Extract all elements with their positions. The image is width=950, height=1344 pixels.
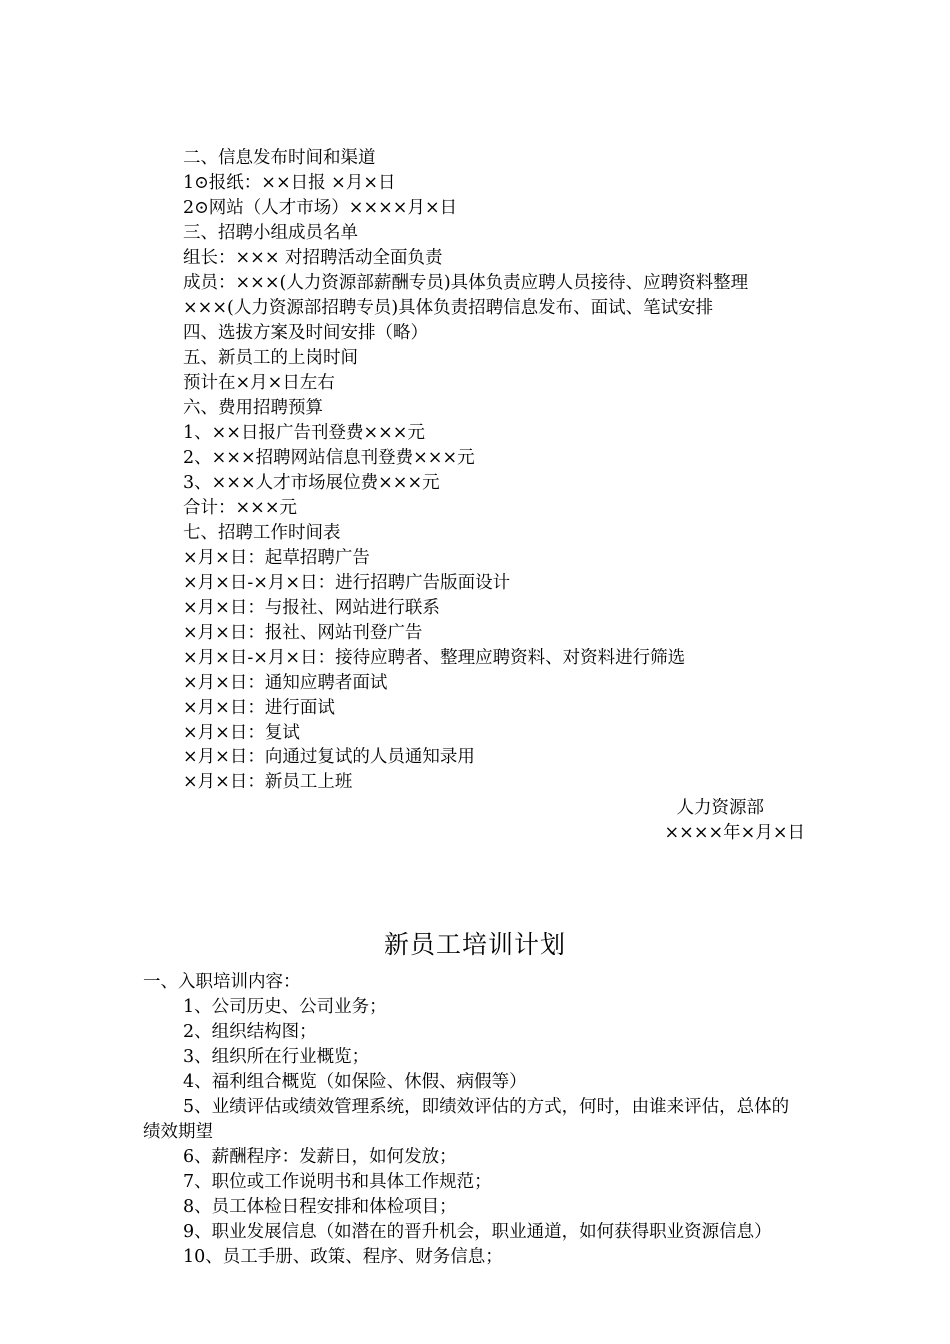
text-line: 成员：×××(人力资源部薪酬专员)具体负责应聘人员接待、应聘资料整理 [183, 273, 749, 293]
text-line: 2、×××招聘网站信息刊登费×××元 [183, 448, 475, 468]
list-item: 8、员工体检日程安排和体检项目； [183, 1197, 457, 1217]
signature-date: ××××年×月×日 [664, 823, 805, 843]
text-line: 七、招聘工作时间表 [183, 523, 341, 543]
list-item: 6、薪酬程序：发薪日，如何发放； [183, 1147, 457, 1167]
list-item: 9、职业发展信息（如潜在的晋升机会，职业通道，如何获得职业资源信息） [183, 1222, 772, 1242]
text-line: 合计：×××元 [183, 498, 297, 518]
text-line: 2⊙网站（人才市场）××××月×日 [183, 198, 458, 218]
text-line: ×月×日：新员工上班 [183, 772, 353, 792]
text-line: ×月×日：报社、网站刊登广告 [183, 623, 423, 643]
text-line: ×××(人力资源部招聘专员)具体负责招聘信息发布、面试、笔试安排 [183, 298, 714, 318]
text-line: 预计在×月×日左右 [183, 373, 335, 393]
text-line: 组长：××× 对招聘活动全面负责 [183, 248, 443, 268]
text-line: 3、×××人才市场展位费×××元 [183, 473, 440, 493]
text-line: 1⊙报纸：××日报 ×月×日 [183, 173, 396, 193]
list-item: 5、业绩评估或绩效管理系统，即绩效评估的方式，何时，由谁来评估，总体的 [183, 1097, 790, 1117]
list-item: 10、员工手册、政策、程序、财务信息； [183, 1247, 503, 1267]
text-line: 二、信息发布时间和渠道 [183, 148, 376, 168]
text-line: ×月×日：通知应聘者面试 [183, 673, 388, 693]
page-title: 新员工培训计划 [383, 930, 566, 959]
text-line: ×月×日：起草招聘广告 [183, 548, 370, 568]
list-item: 4、福利组合概览（如保险、休假、病假等） [183, 1072, 527, 1092]
text-line: 1、××日报广告刊登费×××元 [183, 423, 425, 443]
text-line: ×月×日：复试 [183, 723, 300, 743]
list-item: 3、组织所在行业概览； [183, 1047, 370, 1067]
text-line: 六、费用招聘预算 [183, 398, 323, 418]
text-line: ×月×日：向通过复试的人员通知录用 [183, 747, 475, 767]
section-heading: 一、入职培训内容： [143, 972, 301, 992]
text-line: 三、招聘小组成员名单 [183, 223, 358, 243]
list-item: 1、公司历史、公司业务； [183, 997, 387, 1017]
text-line: ×月×日-×月×日：接待应聘者、整理应聘资料、对资料进行筛选 [183, 648, 686, 668]
text-line: 四、选拔方案及时间安排（略） [183, 323, 428, 343]
list-item-continuation: 绩效期望 [143, 1122, 213, 1142]
list-item: 2、组织结构图； [183, 1022, 317, 1042]
text-line: 五、新员工的上岗时间 [183, 348, 358, 368]
list-item: 7、职位或工作说明书和具体工作规范； [183, 1172, 492, 1192]
text-line: ×月×日-×月×日：进行招聘广告版面设计 [183, 573, 511, 593]
signature-department: 人力资源部 [676, 798, 764, 818]
text-line: ×月×日：进行面试 [183, 698, 335, 718]
text-line: ×月×日：与报社、网站进行联系 [183, 598, 440, 618]
